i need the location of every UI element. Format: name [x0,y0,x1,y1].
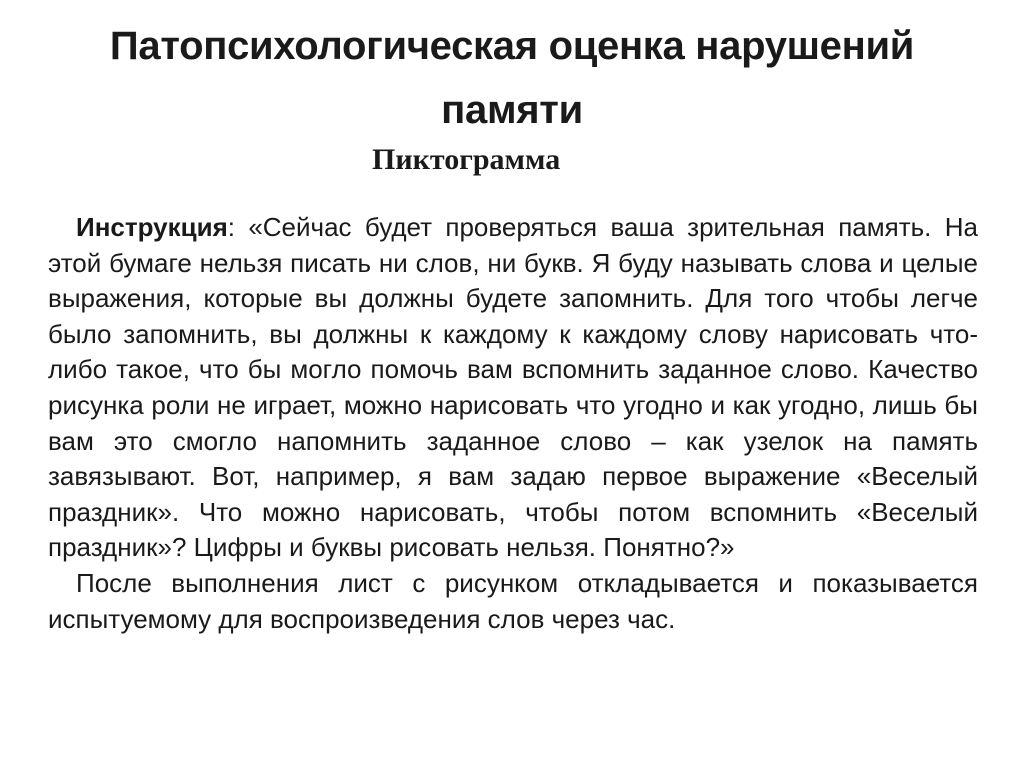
slide-title: Патопсихологическая оценка нарушений памяти [109,24,915,132]
instruction-separator: : [227,212,249,242]
slide-subtitle: Пиктограмма [372,143,561,176]
instruction-label: Инструкция [76,212,228,242]
instruction-text: «Сейчас будет проверяться ваша зрительная память. На этой бумаге нельзя писать ни слов, ни букв. Я буду называть слова и целые выражения, которые вы должны будете запомнить. Для того чтобы легче было запомнить, вы должны к каждому к каждому слову нарисовать что-либо такое, что бы могло помочь вам вспомнить заданное слово. Качество рисунка роли не играет, можно нарисовать что угодно и как угодно, лишь бы вам это смогло напомнить заданное слово – как узелок на память завязывают. Вот, например, я вам задаю первое выражение «Веселый праздник». Что можно нарисовать, чтобы потом вспомнить «Веселый праздник»? Цифры и буквы рисовать нельзя. Понятно?» [48,212,978,563]
note-paragraph: После выполнения лист с рисунком откладывается и показывается испытуемому для воспроизведения слов через час. [48,567,978,634]
body-text [48,210,978,637]
instruction-paragraph [48,210,978,566]
